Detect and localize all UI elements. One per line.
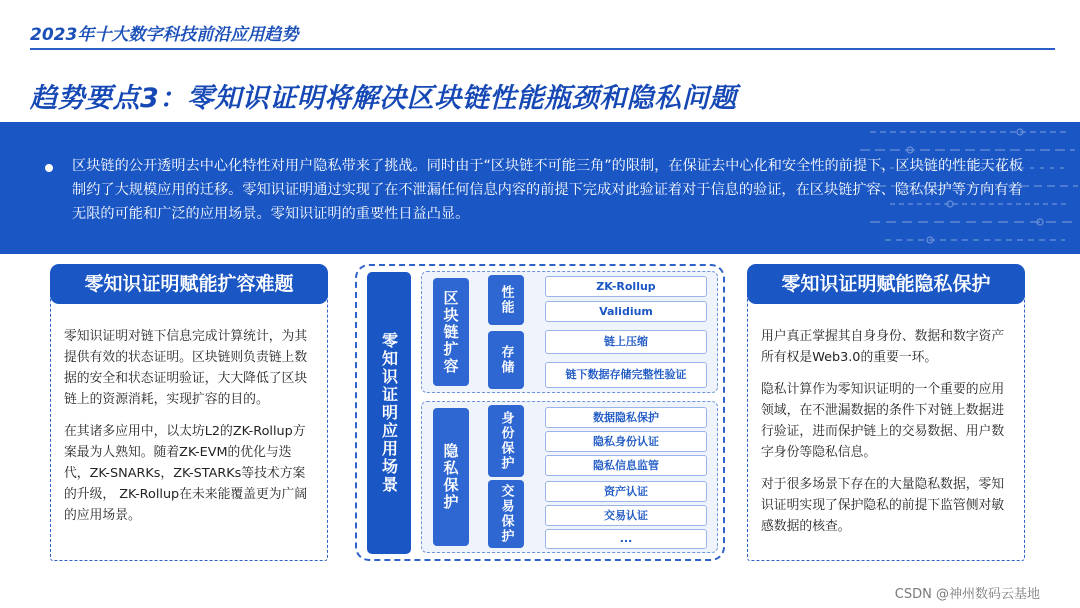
- sub-storage: 存储: [488, 331, 524, 389]
- scaling-paragraph: 零知识证明对链下信息完成计算统计，为其提供有效的状态证明。区块链则负责链上数据的安全和状态证明验证，大大降低了区块链上的资源消耗，实现扩容的目的。: [64, 329, 308, 407]
- item-zk-rollup: ZK-Rollup: [545, 276, 707, 297]
- sub-performance: 性能: [488, 275, 524, 325]
- item-private-info-regulation: 隐私信息监管: [545, 455, 707, 476]
- item-transaction-auth: 交易认证: [545, 505, 707, 526]
- bullet-dot: [45, 164, 53, 172]
- privacy-paragraph: 用户真正掌握其自身身份、数据和数字资产所有权是Web3.0的重要一环。: [761, 329, 1005, 365]
- item-private-identity-auth: 隐私身份认证: [545, 431, 707, 452]
- privacy-panel: [747, 264, 1025, 561]
- scaling-panel-title: 零知识证明赋能扩容难题: [50, 264, 328, 304]
- privacy-panel-content: [761, 326, 1011, 548]
- sub-transaction-protection: 交易保护: [488, 480, 524, 548]
- header-divider: [30, 48, 1055, 50]
- privacy-paragraph: 对于很多场景下存在的大量隐私数据，零知识证明实现了保护隐私的前提下监管侧对敏感数据的核查。: [761, 477, 1005, 534]
- category-scaling: 区块链扩容: [433, 278, 469, 386]
- watermark: CSDN @神州数码云基地: [894, 587, 1040, 602]
- sub-identity-protection: 身份保护: [488, 405, 524, 477]
- item-onchain-compression: 链上压缩: [545, 330, 707, 354]
- page-title: 趋势要点3：零知识证明将解决区块链性能瓶颈和隐私问题: [30, 83, 737, 114]
- intro-text: 区块链的公开透明去中心化特性对用户隐私带来了挑战。同时由于“区块链不可能三角”的限制，在保证去中心化和安全性的前提下，区块链的性能天花板制约了大规模应用的迁移。零知识证明通过实现了在不泄漏任何信息内容的前提下完成对此验证着对于信息的验证，在区块链扩容、隐私保护等方向有着无限的可能和广泛的应用场景。零知识证明的重要性日益凸显。: [72, 158, 1024, 222]
- privacy-paragraph: 隐私计算作为零知识证明的一个重要的应用领域，在不泄漏数据的条件下对链上数据进行验证，进而保护链上的交易数据、用户数字身份等隐私信息。: [761, 382, 1005, 460]
- item-validium: Validium: [545, 301, 707, 322]
- scaling-panel: [50, 264, 328, 561]
- scaling-panel-content: [64, 326, 314, 537]
- category-privacy: 隐私保护: [433, 408, 469, 546]
- applications-main-label: 零知识证明应用场景: [367, 272, 411, 554]
- item-asset-auth: 资产认证: [545, 481, 707, 502]
- item-data-privacy: 数据隐私保护: [545, 407, 707, 428]
- intro-banner: [0, 122, 1080, 254]
- privacy-panel-title: 零知识证明赋能隐私保护: [747, 264, 1025, 304]
- scaling-paragraph: 在其诸多应用中，以太坊L2的ZK-Rollup方案最为人熟知。随着ZK-EVM的优化与迭代，ZK-SNARKs，ZK-STARKs等技术方案的升级， ZK-Rollup在未来能覆盖更为广阔的应用场景。: [64, 424, 308, 523]
- item-more: ...: [545, 529, 707, 549]
- header-title: 2023年十大数字科技前沿应用趋势: [30, 25, 299, 45]
- item-offchain-storage-verification: 链下数据存储完整性验证: [545, 362, 707, 388]
